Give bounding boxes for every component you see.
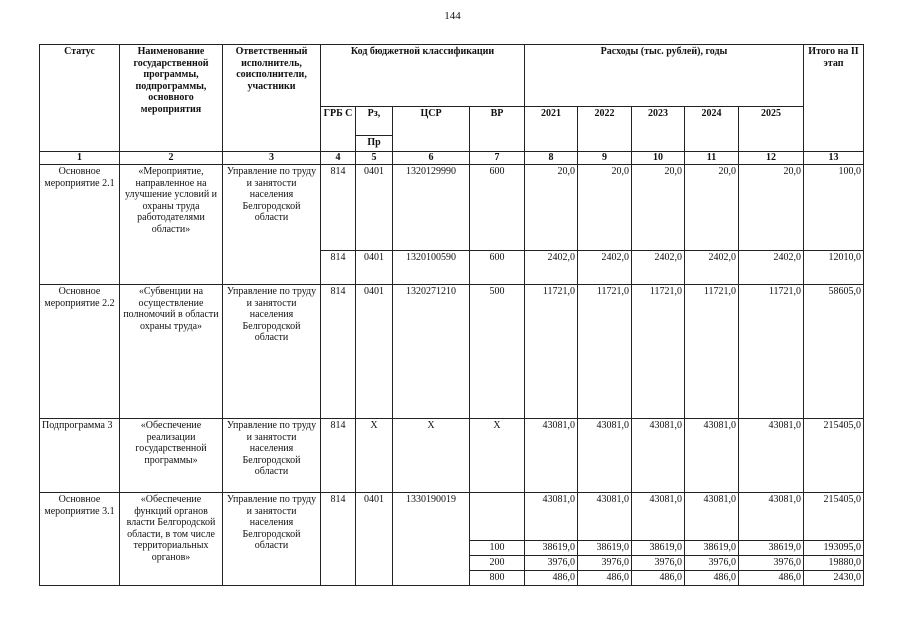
value-cell: 11721,0	[685, 285, 739, 419]
total-cell: 2430,0	[804, 571, 864, 586]
total-cell: 12010,0	[804, 251, 864, 285]
total-cell: 215405,0	[804, 419, 864, 493]
value-cell: 20,0	[739, 165, 804, 251]
value-cell: 486,0	[632, 571, 685, 586]
rz-pr-cell: X	[356, 419, 393, 493]
value-cell: 11721,0	[525, 285, 578, 419]
rz-pr-cell: 0401	[356, 493, 393, 586]
name-cell: «Мероприятие, направленное на улучшение условий и охраны труда работодателями области»	[120, 165, 223, 285]
header-year: 2021	[525, 107, 578, 152]
vr-cell: 600	[470, 251, 525, 285]
table-row	[40, 285, 864, 419]
header-responsible: Ответственный исполнитель, соисполнители, участники	[223, 45, 321, 152]
page-number: 144	[444, 10, 461, 22]
value-cell: 20,0	[632, 165, 685, 251]
value-cell: 11721,0	[578, 285, 632, 419]
grbs-cell: 814	[321, 493, 356, 586]
grbs-cell: 814	[321, 419, 356, 493]
value-cell: 43081,0	[578, 419, 632, 493]
status-cell: Подпрограмма 3	[40, 419, 120, 493]
header-vr: ВР	[470, 107, 525, 152]
value-cell: 20,0	[578, 165, 632, 251]
value-cell: 11721,0	[632, 285, 685, 419]
value-cell: 3976,0	[525, 556, 578, 571]
column-index: 12	[739, 152, 804, 165]
total-cell: 193095,0	[804, 541, 864, 556]
header-csr: ЦСР	[393, 107, 470, 152]
grbs-cell: 814	[321, 251, 356, 285]
value-cell: 43081,0	[525, 493, 578, 541]
header-year: 2022	[578, 107, 632, 152]
budget-table	[39, 44, 864, 586]
header-pr: Пр	[356, 136, 393, 152]
header-status: Статус	[40, 45, 120, 152]
value-cell: 2402,0	[578, 251, 632, 285]
vr-cell	[470, 493, 525, 541]
name-cell: «Обеспечение функций органов власти Белгородской области, в том числе территориальных органов»	[120, 493, 223, 586]
value-cell: 43081,0	[739, 493, 804, 541]
column-index: 11	[685, 152, 739, 165]
status-cell: Основное мероприятие 2.1	[40, 165, 120, 285]
table-row	[40, 419, 864, 493]
csr-cell: X	[393, 419, 470, 493]
column-index: 10	[632, 152, 685, 165]
value-cell: 486,0	[525, 571, 578, 586]
column-index: 3	[223, 152, 321, 165]
value-cell: 43081,0	[685, 419, 739, 493]
status-cell: Основное мероприятие 2.2	[40, 285, 120, 419]
vr-cell: 500	[470, 285, 525, 419]
column-index: 2	[120, 152, 223, 165]
responsible-cell: Управление по труду и занятости населения Белгородской области	[223, 419, 321, 493]
column-index: 13	[804, 152, 864, 165]
responsible-cell: Управление по труду и занятости населения Белгородской области	[223, 165, 321, 285]
vr-cell: 800	[470, 571, 525, 586]
value-cell: 3976,0	[685, 556, 739, 571]
value-cell: 2402,0	[739, 251, 804, 285]
csr-cell: 1320100590	[393, 251, 470, 285]
column-index: 6	[393, 152, 470, 165]
value-cell: 3976,0	[739, 556, 804, 571]
total-cell: 100,0	[804, 165, 864, 251]
responsible-cell: Управление по труду и занятости населения Белгородской области	[223, 493, 321, 586]
value-cell: 43081,0	[578, 493, 632, 541]
vr-cell: X	[470, 419, 525, 493]
value-cell: 2402,0	[525, 251, 578, 285]
value-cell: 486,0	[739, 571, 804, 586]
value-cell: 2402,0	[632, 251, 685, 285]
header-total: Итого на II этап	[804, 45, 864, 152]
value-cell: 3976,0	[578, 556, 632, 571]
value-cell: 43081,0	[685, 493, 739, 541]
header-year: 2024	[685, 107, 739, 152]
column-index: 1	[40, 152, 120, 165]
header-grbs: ГРБ С	[321, 107, 356, 152]
header-year: 2025	[739, 107, 804, 152]
total-cell: 215405,0	[804, 493, 864, 541]
value-cell: 43081,0	[525, 419, 578, 493]
value-cell: 20,0	[525, 165, 578, 251]
name-cell: «Субвенции на осуществление полномочий в области охраны труда»	[120, 285, 223, 419]
rz-pr-cell: 0401	[356, 165, 393, 251]
vr-cell: 600	[470, 165, 525, 251]
column-index: 7	[470, 152, 525, 165]
csr-cell: 1330190019	[393, 493, 470, 586]
value-cell: 38619,0	[739, 541, 804, 556]
value-cell: 38619,0	[685, 541, 739, 556]
grbs-cell: 814	[321, 165, 356, 251]
value-cell: 3976,0	[632, 556, 685, 571]
column-index: 9	[578, 152, 632, 165]
table-row	[40, 165, 864, 251]
value-cell: 486,0	[578, 571, 632, 586]
value-cell: 43081,0	[632, 419, 685, 493]
value-cell: 43081,0	[739, 419, 804, 493]
value-cell: 38619,0	[578, 541, 632, 556]
value-cell: 38619,0	[632, 541, 685, 556]
value-cell: 43081,0	[632, 493, 685, 541]
value-cell: 2402,0	[685, 251, 739, 285]
value-cell: 11721,0	[739, 285, 804, 419]
value-cell: 486,0	[685, 571, 739, 586]
vr-cell: 100	[470, 541, 525, 556]
value-cell: 38619,0	[525, 541, 578, 556]
header-rz: Рз,	[356, 107, 393, 136]
grbs-cell: 814	[321, 285, 356, 419]
name-cell: «Обеспечение реализации государственной программы»	[120, 419, 223, 493]
total-cell: 58605,0	[804, 285, 864, 419]
column-index: 5	[356, 152, 393, 165]
header-expenses: Расходы (тыс. рублей), годы	[525, 45, 804, 107]
rz-pr-cell: 0401	[356, 285, 393, 419]
value-cell: 20,0	[685, 165, 739, 251]
column-index: 8	[525, 152, 578, 165]
csr-cell: 1320129990	[393, 165, 470, 251]
header-name: Наименование государственной программы, подпрограммы, основного мероприятия	[120, 45, 223, 152]
csr-cell: 1320271210	[393, 285, 470, 419]
column-index: 4	[321, 152, 356, 165]
rz-pr-cell: 0401	[356, 251, 393, 285]
responsible-cell: Управление по труду и занятости населения Белгородской области	[223, 285, 321, 419]
header-budget-code: Код бюджетной классификации	[321, 45, 525, 107]
total-cell: 19880,0	[804, 556, 864, 571]
header-year: 2023	[632, 107, 685, 152]
status-cell: Основное мероприятие 3.1	[40, 493, 120, 586]
vr-cell: 200	[470, 556, 525, 571]
table-row	[40, 493, 864, 541]
